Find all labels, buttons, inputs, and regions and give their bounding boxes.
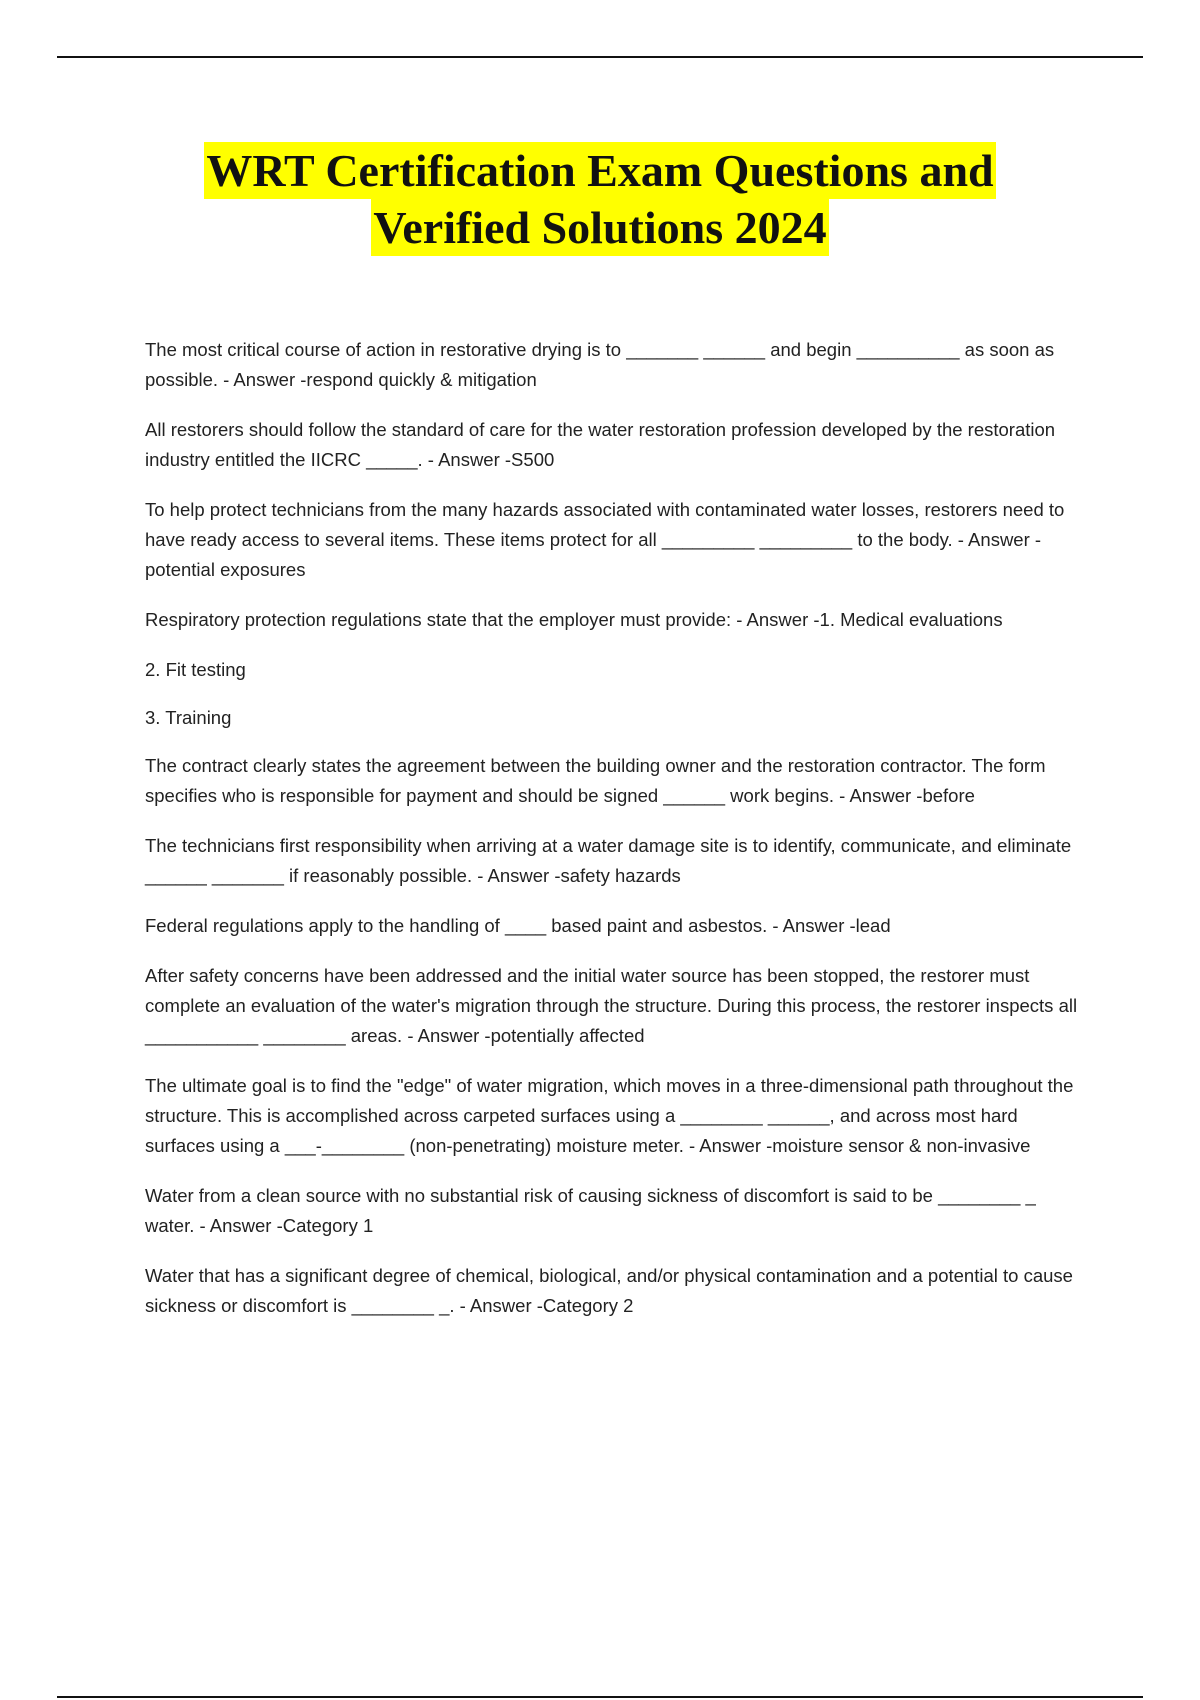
question-paragraph: All restorers should follow the standard of care for the water restoration profession developed by the restoration industry entitled the IICRC _____. - Answer -S500 xyxy=(145,419,1056,470)
answer-list-item: 2. Fit testing xyxy=(145,659,246,680)
answer-list-item: 3. Training xyxy=(145,707,232,728)
question-paragraph: Federal regulations apply to the handling of ____ based paint and asbestos. - Answer -lead xyxy=(145,915,891,936)
question-paragraph: The most critical course of action in restorative drying is to _______ ______ and begin __________ as soon as possible. - Answer -respond quickly & mitigation xyxy=(145,339,1055,390)
question-paragraph: Water that has a significant degree of chemical, biological, and/or physical contamination and a potential to cause sickness or discomfort is ________ _. - Answer -Category 2 xyxy=(145,1265,1073,1316)
document-title xyxy=(100,142,1100,256)
question-paragraph: The technicians first responsibility when arriving at a water damage site is to identify, communicate, and eliminate ______ _______ if reasonably possible. - Answer -safety hazards xyxy=(145,835,1072,886)
question-paragraph: To help protect technicians from the many hazards associated with contaminated water losses, restorers need to have ready access to several items. These items protect for all _________ _________ to the body. - Answer -potential exposures xyxy=(145,499,1065,580)
question-list xyxy=(145,335,1090,1341)
question-paragraph: After safety concerns have been addressed and the initial water source has been stopped, the restorer must complete an evaluation of the water's migration through the structure. During this process, the restorer inspects all ___________ ________ areas. - Answer -potentially affected xyxy=(145,965,1078,1046)
title-line-2: Verified Solutions 2024 xyxy=(371,199,828,256)
bottom-rule xyxy=(57,1696,1143,1698)
question-paragraph: The ultimate goal is to find the "edge" of water migration, which moves in a three-dimensional path throughout the structure. This is accomplished across carpeted surfaces using a ________ ______, and across most hard surfaces using a ___-________ (non-penetrating) moisture meter. - Answer -moisture sensor & non-invasive xyxy=(145,1075,1074,1156)
title-line-1: WRT Certification Exam Questions and xyxy=(204,142,995,199)
top-rule xyxy=(57,56,1143,58)
question-paragraph: Water from a clean source with no substantial risk of causing sickness of discomfort is said to be ________ _ water. - Answer -Category 1 xyxy=(145,1185,1036,1236)
question-paragraph: The contract clearly states the agreement between the building owner and the restoration contractor. The form specifies who is responsible for payment and should be signed ______ work begins. - Answer -before xyxy=(145,755,1046,806)
question-paragraph: Respiratory protection regulations state that the employer must provide: - Answer -1. Medical evaluations xyxy=(145,609,1003,630)
